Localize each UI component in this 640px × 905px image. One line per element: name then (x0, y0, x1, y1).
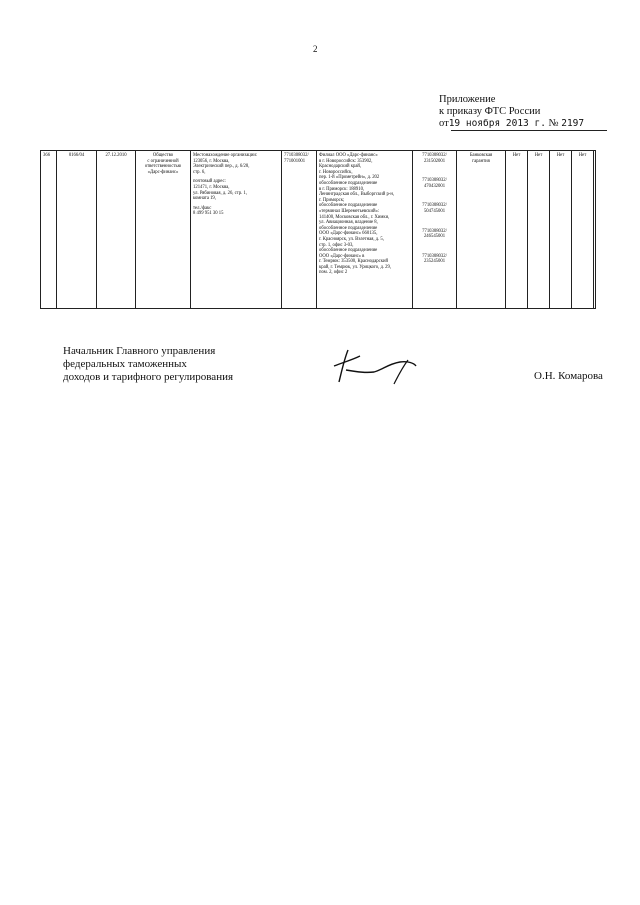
branch-line: г. Темрюк: 353500, Краснодарский (319, 259, 389, 265)
org-name-line: «Дарс-финанс» (147, 169, 179, 175)
address-line: комната 19, (193, 196, 216, 202)
security-type-cell (457, 151, 506, 309)
branch-line: обособленное подразделение (319, 203, 378, 209)
branch-line: 141400, Московская обл., г. Химки, (319, 214, 390, 220)
branch-line: Ленинградская обл., Выборгский р-н, (319, 192, 395, 198)
inn-line: 7710308032/ (284, 153, 309, 158)
branch-line: Краснодарский край, (319, 164, 362, 170)
position-line: доходов и тарифного регулирования (63, 371, 234, 383)
branch-line: «терминал Шереметьевский»: (319, 208, 380, 214)
order-number-value: 2197 (561, 118, 585, 129)
branch-line: стр. 1, офис 3-03, (319, 242, 354, 248)
branch-code-gap (415, 189, 454, 203)
table-row (41, 151, 596, 309)
number-sign: № (548, 118, 559, 129)
appendix-title: Приложение (439, 94, 496, 105)
org-name-line: с ограниченной (147, 158, 179, 164)
reg-date-cell: 27.12.2010 (97, 151, 136, 309)
branch-line: г. Приморск; (319, 197, 345, 203)
org-name-line: ответственностью (144, 164, 182, 170)
branch-line: обособленное подразделение (319, 225, 378, 231)
address-line: ул. Рябиновая, д. 26, стр. 1, (193, 190, 248, 196)
signer-position (63, 345, 233, 384)
branch-line: пом. 2, офис 2 (319, 270, 348, 276)
handwritten-signature (330, 346, 420, 391)
flag-cell: Нет (550, 151, 572, 309)
address-cell (191, 151, 282, 309)
branch-code-line: 7710308032/ (422, 178, 447, 184)
trailing-cell (594, 151, 596, 309)
address-line: 8 499 951 30 15 (193, 211, 224, 217)
branch-code-line: 470432001 (423, 183, 446, 189)
flag-cell: Нет (572, 151, 594, 309)
reg-number-cell: 0166/04 (57, 151, 97, 309)
registry-table (40, 150, 596, 309)
branch-codes-cell (413, 151, 457, 309)
address-line: Местонахождение организации: (193, 153, 258, 158)
branch-code-line: 7710308032/ (422, 253, 447, 259)
branch-code-line: 231502001 (423, 158, 446, 164)
security-type-line: гарантия (472, 158, 490, 164)
branch-line: ул. Авиационная, владение 8, (319, 220, 378, 226)
kpp-line: 771001001 (284, 158, 306, 164)
position-line: федеральных таможенных (63, 358, 187, 370)
branch-line: ООО «Дарс-финанс» в (319, 253, 365, 259)
order-date-value: 19 ноября 2013 г. (448, 118, 546, 129)
appendix-order-ref: к приказу ФТС России (439, 106, 541, 117)
branch-code-line: 235245001 (423, 259, 446, 265)
branch-code-line: 504745001 (423, 208, 446, 214)
date-underline (451, 130, 607, 131)
branch-line: обособленное подразделение (319, 248, 378, 254)
branch-line: в г. Новороссийск: 353902, (319, 158, 373, 164)
branch-code-gap (415, 240, 454, 254)
page-number: 2 (313, 44, 318, 54)
seq-cell: 366 (41, 151, 57, 309)
org-name-cell (136, 151, 191, 309)
branch-code-line: 7710308032/ (422, 228, 447, 234)
branch-code-gap (415, 215, 454, 229)
flag-cell: Нет (528, 151, 550, 309)
signer-name: О.Н. Комарова (534, 370, 603, 382)
branch-line: г. Новороссийск, (319, 169, 353, 175)
appendix-header (439, 94, 584, 130)
branch-line: пер. 1-й «Прометрейн», д. 202 (319, 175, 380, 181)
flag-cell: Нет (506, 151, 528, 309)
branch-line: ООО «Дарс-финанс» 660135, (319, 231, 378, 237)
branch-line: г. Красноярск, ул. Взлетная, д. 5, (319, 236, 384, 242)
branch-code-line: 246545001 (423, 234, 446, 240)
address-line: Электрический пер., д. 6/28, (193, 164, 250, 170)
address-line: тел./факс (193, 205, 212, 211)
branch-line: в г. Приморск: 188910, (319, 186, 365, 192)
address-line: почтовый адрес: (193, 179, 226, 185)
appendix-order-date (439, 118, 584, 130)
branch-code-line: 7710308032/ (422, 203, 447, 209)
branch-line: Филиал ООО «Дарс-финанс» (319, 153, 378, 158)
address-line: стр. 6, (193, 169, 206, 175)
branch-line: край, г. Темрюк, ул. Урицкого, д. 29, (319, 264, 392, 270)
branch-code-gap (415, 164, 454, 178)
branches-cell (317, 151, 413, 309)
branch-line: обособленное подразделение (319, 180, 378, 186)
address-line: 121471, г. Москва, (193, 184, 230, 190)
security-type-line: Банковская (469, 153, 493, 158)
address-line: 123056, г. Москва, (193, 158, 230, 164)
position-line: Начальник Главного управления (63, 345, 216, 357)
inn-kpp-cell (282, 151, 317, 309)
branch-code-line: 7710308032/ (422, 153, 447, 158)
org-name-line: Общество (152, 153, 174, 158)
date-prefix: от (439, 118, 449, 129)
